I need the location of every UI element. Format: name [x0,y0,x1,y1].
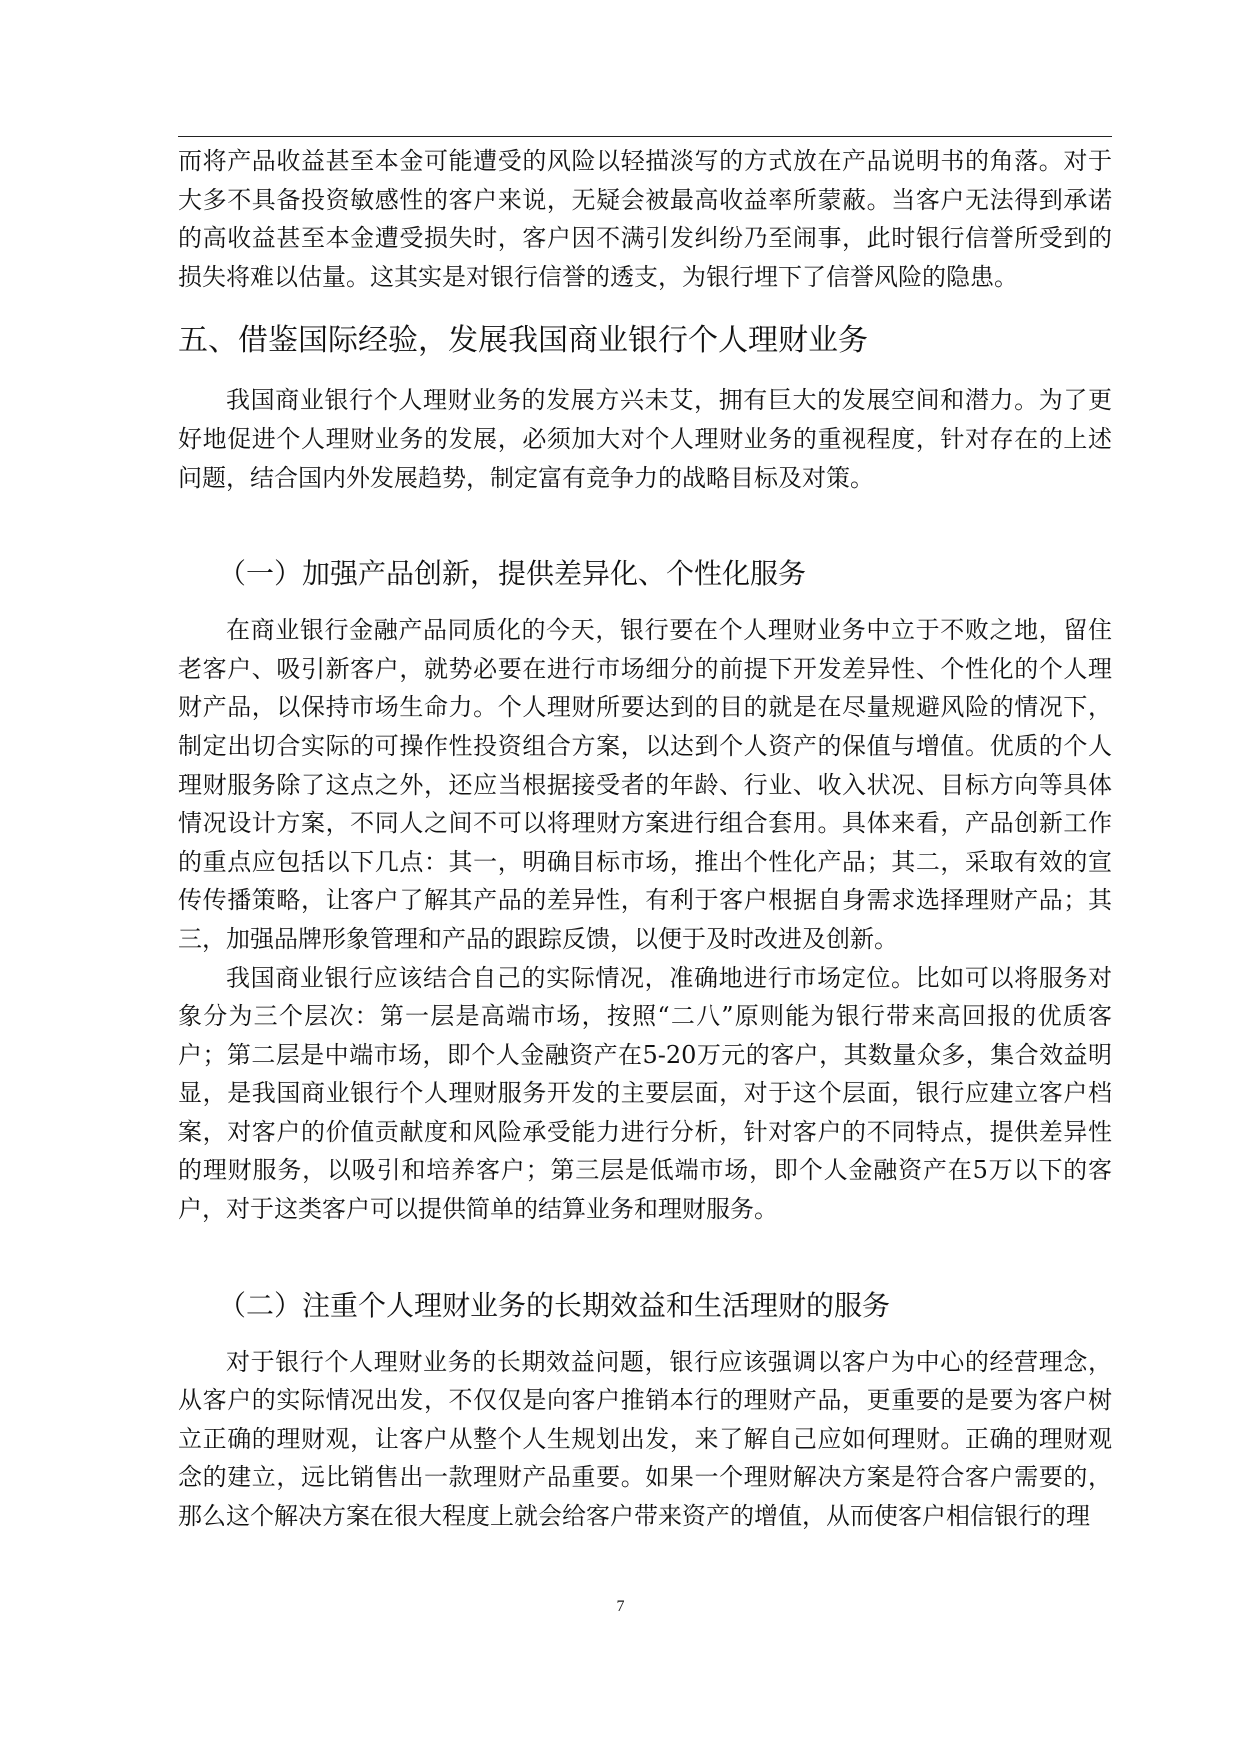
subsection-2-paragraph-1: 对于银行个人理财业务的长期效益问题，银行应该强调以客户为中心的经营理念，从客户的实际情况出发，不仅仅是向客户推销本行的理财产品，更重要的是要为客户树立正确的理财观，让客户从整个人生规划出发，来了解自己应如何理财。正确的理财观念的建立，远比销售出一款理财产品重要。如果一个理财解决方案是符合客户需要的，那么这个解决方案在很大程度上就会给客户带来资产的增值，从而使客户相信银行的理 [178,1347,1112,1531]
document-body [178,142,1112,1536]
page-number: 7 [616,1598,625,1615]
subsection-1-paragraph-2: 我国商业银行应该结合自己的实际情况，准确地进行市场定位。比如可以将服务对象分为三个层次：第一层是高端市场，按照“二八”原则能为银行带来高回报的优质客户；第二层是中端市场，即个人金融资产在5-20万元的客户，其数量众多，集合效益明显，是我国商业银行个人理财服务开发的主要层面，对于这个层面，银行应建立客户档案，对客户的价值贡献度和风险承受能力进行分析，针对客户的不同特点，提供差异性的理财服务，以吸引和培养客户；第三层是低端市场，即个人金融资产在5万以下的客户，对于这类客户可以提供简单的结算业务和理财服务。 [178,963,1112,1224]
subsection-1-paragraph-1: 在商业银行金融产品同质化的今天，银行要在个人理财业务中立于不败之地，留住老客户、吸引新客户，就势必要在进行市场细分的前提下开发差异性、个性化的个人理财产品，以保持市场生命力。个人理财所要达到的目的就是在尽量规避风险的情况下，制定出切合实际的可操作性投资组合方案，以达到个人资产的保值与增值。优质的个人理财服务除了这点之外，还应当根据接受者的年龄、行业、收入状况、目标方向等具体情况设计方案，不同人之间不可以将理财方案进行组合套用。具体来看，产品创新工作的重点应包括以下几点：其一，明确目标市场，推出个性化产品；其二，采取有效的宣传传播策略，让客户了解其产品的差异性，有利于客户根据自身需求选择理财产品；其三，加强品牌形象管理和产品的跟踪反馈，以便于及时改进及创新。 [178,616,1112,953]
section-heading: 五、借鉴国际经验，发展我国商业银行个人理财业务 [178,323,868,359]
section-intro-paragraph: 我国商业银行个人理财业务的发展方兴未艾，拥有巨大的发展空间和潜力。为了更好地促进个人理财业务的发展，必须加大对个人理财业务的重视程度，针对存在的上述问题，结合国内外发展趋势，制定富有竞争力的战略目标及对策。 [178,386,1112,492]
subsection-1-heading: （一）加强产品创新，提供差异化、个性化服务 [218,557,807,591]
paragraph-continued: 而将产品收益甚至本金可能遭受的风险以轻描淡写的方式放在产品说明书的角落。对于大多不具备投资敏感性的客户来说，无疑会被最高收益率所蒙蔽。当客户无法得到承诺的高收益甚至本金遭受损失时，客户因不满引发纠纷乃至闹事，此时银行信誉所受到的损失将难以估量。这其实是对银行信誉的透支，为银行埋下了信誉风险的隐患。 [178,147,1112,291]
header-rule [178,136,1112,137]
subsection-2-heading: （二）注重个人理财业务的长期效益和生活理财的服务 [218,1288,891,1322]
